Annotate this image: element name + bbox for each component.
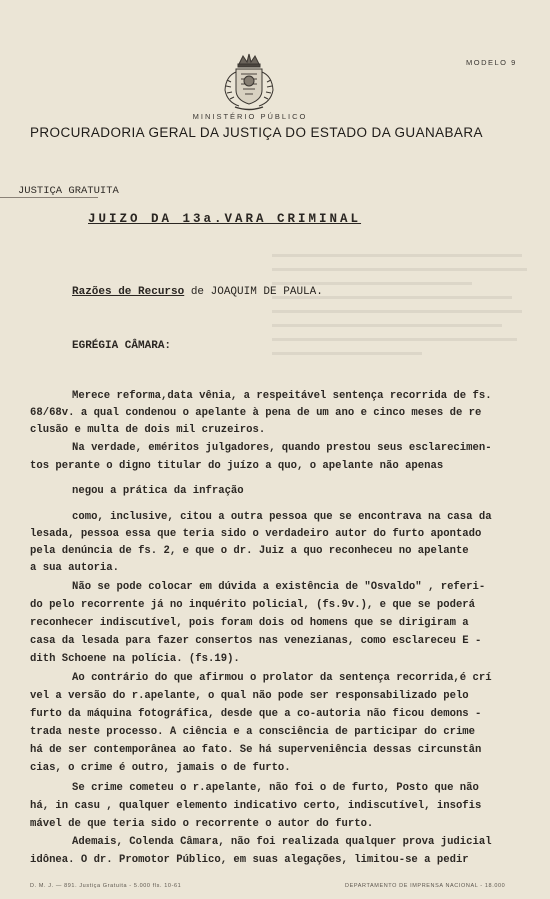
body-line: reconhecer indiscutível, pois foram dois od homens que se dirigiram a	[30, 617, 469, 629]
footer-print-info: D. M. J. — 891. Justiça Gratuita - 5.000 fls. 10-61	[30, 883, 182, 889]
body-line: a sua autoria.	[30, 562, 120, 574]
ministry-name: MINISTÉRIO PÚBLICO	[192, 112, 308, 121]
body-line: idônea. O dr. Promotor Público, em suas alegações, limitou-se a pedir	[30, 854, 469, 866]
free-justice-label: JUSTIÇA GRATUITA	[18, 185, 119, 197]
body-line: Se crime cometeu o r.apelante, não foi o de furto, Posto que não	[72, 782, 479, 794]
body-line: Merece reforma,data vênia, a respeitável sentença recorrida de fs.	[72, 390, 492, 402]
court-heading: JUIZO DA 13a.VARA CRIMINAL	[88, 212, 362, 226]
body-line: como, inclusive, citou a outra pessoa que se encontrava na casa da	[72, 511, 492, 523]
body-line: negou a prática da infração	[72, 485, 244, 497]
body-line: pela denúncia de fs. 2, e que o dr. Juiz a quo reconheceu no apelante	[30, 545, 469, 557]
body-line: tos perante o digno titular do juízo a quo, o apelante não apenas	[30, 460, 444, 472]
appellant-name: JOAQUIM DE PAULA.	[210, 286, 323, 298]
office-title: PROCURADORIA GERAL DA JUSTIÇA DO ESTADO DA GUANABARA	[30, 125, 483, 140]
body-line: mável de que teria sido o recorrente o autor do furto.	[30, 818, 374, 830]
body-line: há, in casu , qualquer elemento indicativo certo, indiscutível, insofis	[30, 800, 482, 812]
coat-of-arms-icon	[221, 50, 277, 112]
body-line: Ademais, Colenda Câmara, não foi realizada qualquer prova judicial	[72, 836, 492, 848]
body-line: clusão e multa de dois mil cruzeiros.	[30, 424, 266, 436]
body-line: Não se pode colocar em dúvida a existência de "Osvaldo" , referi-	[72, 581, 486, 593]
body-line: trada neste processo. A ciência e a consciência de participar do crime	[30, 726, 476, 738]
appeal-connector: de	[184, 286, 211, 298]
body-line: dith Schoene na polícia. (fs.19).	[30, 653, 240, 665]
form-model-number: MODELO 9	[466, 58, 517, 67]
appeal-label: Razões de Recurso	[72, 286, 185, 298]
body-line: cias, o crime é outro, jamais o de furto.	[30, 762, 291, 774]
bleed-through-text	[272, 250, 532, 360]
body-line: do pelo recorrente já no inquérito policial, (fs.9v.), e que se poderá	[30, 599, 476, 611]
body-line: lesada, pessoa essa que teria sido o verdadeiro autor do furto apontado	[30, 528, 482, 540]
body-line: Ao contrário do que afirmou o prolator da sentença recorrida,é crí	[72, 672, 492, 684]
body-line: vel a versão do r.apelante, o qual não pode ser responsabilizado pelo	[30, 690, 469, 702]
body-line: há de ser contemporânea ao fato. Se há superveniência dessas circunstân	[30, 744, 482, 756]
salutation: EGRÉGIA CÂMARA:	[72, 340, 172, 352]
body-line: Na verdade, eméritos julgadores, quando prestou seus esclarecimen-	[72, 442, 492, 454]
appeal-heading	[72, 286, 323, 298]
body-line: casa da lesada para fazer consertos nas venezianas, como esclareceu E -	[30, 635, 482, 647]
body-line: 68/68v. a qual condenou o apelante à pena de um ano e cinco meses de re	[30, 407, 482, 419]
tagline-rule	[0, 197, 98, 198]
body-line: furto da máquina fotográfica, desde que a co-autoria não ficou demons -	[30, 708, 482, 720]
footer-printer: DEPARTAMENTO DE IMPRENSA NACIONAL - 18.000	[345, 883, 506, 889]
